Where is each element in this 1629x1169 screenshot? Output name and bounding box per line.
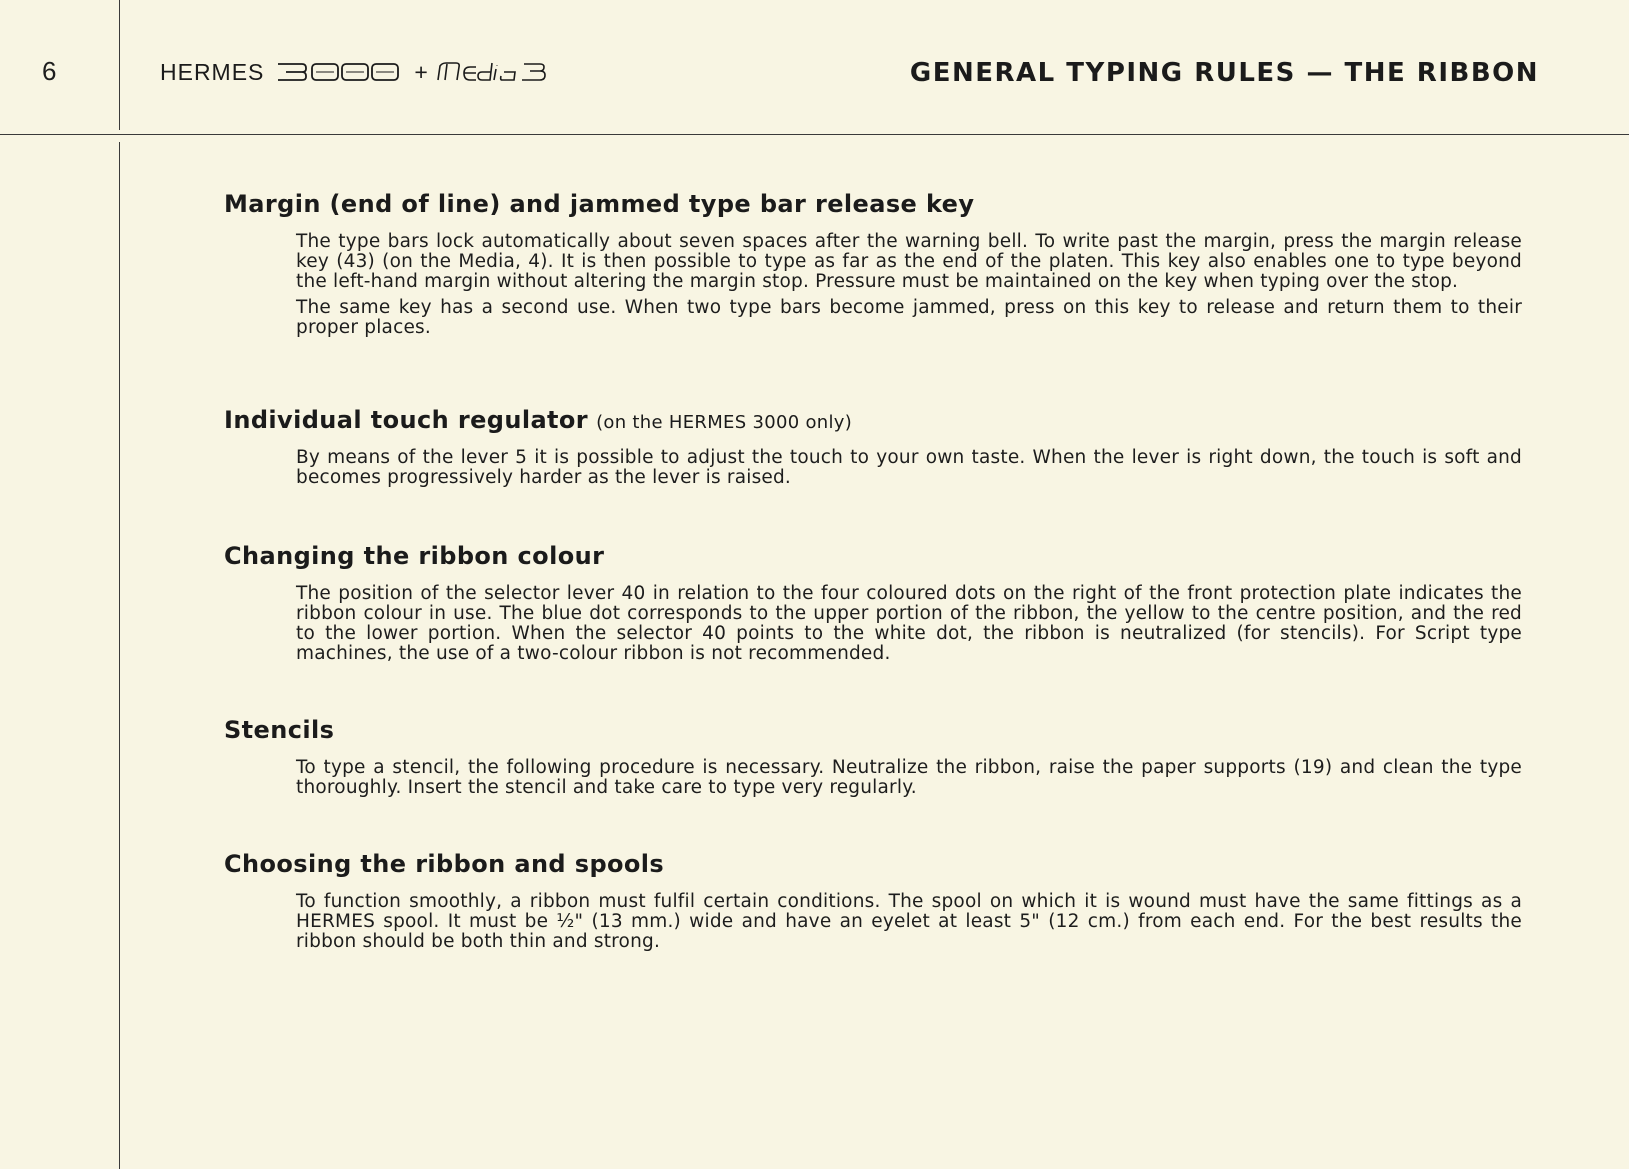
section-heading: Choosing the ribbon and spools	[224, 850, 665, 878]
section-touch-regulator	[224, 406, 1540, 488]
section-paragraph: The same key has a second use. When two type bars become jammed, press on this key to release and return them to their proper places.	[296, 297, 1522, 338]
margin-rule	[119, 142, 120, 1169]
section-paragraph: By means of the lever 5 it is possible to adjust the touch to your own taste. When the lever is right down, the touch is soft and becomes progressively harder as the lever is raised.	[296, 447, 1522, 488]
section-heading: Stencils	[224, 716, 335, 744]
section-ribbon-colour	[224, 542, 1540, 664]
section-paragraph: To type a stencil, the following procedure is necessary. Neutralize the ribbon, raise the paper supports (19) and clean the type thoroughly. Insert the stencil and take care to type very regularly.	[296, 757, 1522, 798]
section-title: GENERAL TYPING RULES — THE RIBBON	[909, 58, 1539, 88]
media-3-logo	[436, 60, 560, 84]
section-heading: Margin (end of line) and jammed type bar release key	[224, 190, 975, 218]
margin-rule-top	[119, 0, 120, 130]
brand-header	[160, 56, 560, 88]
section-heading-note: (on the HERMES 3000 only)	[596, 412, 853, 433]
brand-name: HERMES	[160, 58, 265, 85]
section-ribbon-spools	[224, 850, 1540, 952]
section-stencils	[224, 716, 1540, 798]
header-rule	[0, 134, 1629, 135]
section-heading-text: Individual touch regulator	[224, 406, 589, 434]
section-paragraph: The type bars lock automatically about seven spaces after the warning bell. To write past the margin, press the margin release key (43) (on the Media, 4). It is then possible to type as far as the end of the platen. This key also enables one to type beyond the left-hand margin without altering the margin stop. Pressure must be maintained on the key when typing over the stop.	[296, 231, 1522, 292]
model-3000-logo	[276, 61, 400, 83]
section-margin-release	[224, 190, 1540, 338]
section-heading: Changing the ribbon colour	[224, 542, 605, 570]
section-paragraph: To function smoothly, a ribbon must fulfil certain conditions. The spool on which it is wound must have the same fittings as a HERMES spool. It must be ½" (13 mm.) wide and have an eyelet at least 5" (12 cm.) from each end. For the best results the ribbon should be both thin and strong.	[296, 891, 1522, 952]
section-heading	[224, 406, 1540, 434]
page-number: 6	[42, 56, 57, 86]
section-paragraph: The position of the selector lever 40 in relation to the four coloured dots on the right of the front protection plate indicates the ribbon colour in use. The blue dot corresponds to the upper portion of the ribbon, the yellow to the centre position, and the red to the lower portion. When the selector 40 points to the white dot, the ribbon is neutralized (for stencils). For Script type machines, the use of a two-colour ribbon is not recommended.	[296, 583, 1522, 664]
brand-plus: +	[414, 58, 428, 85]
